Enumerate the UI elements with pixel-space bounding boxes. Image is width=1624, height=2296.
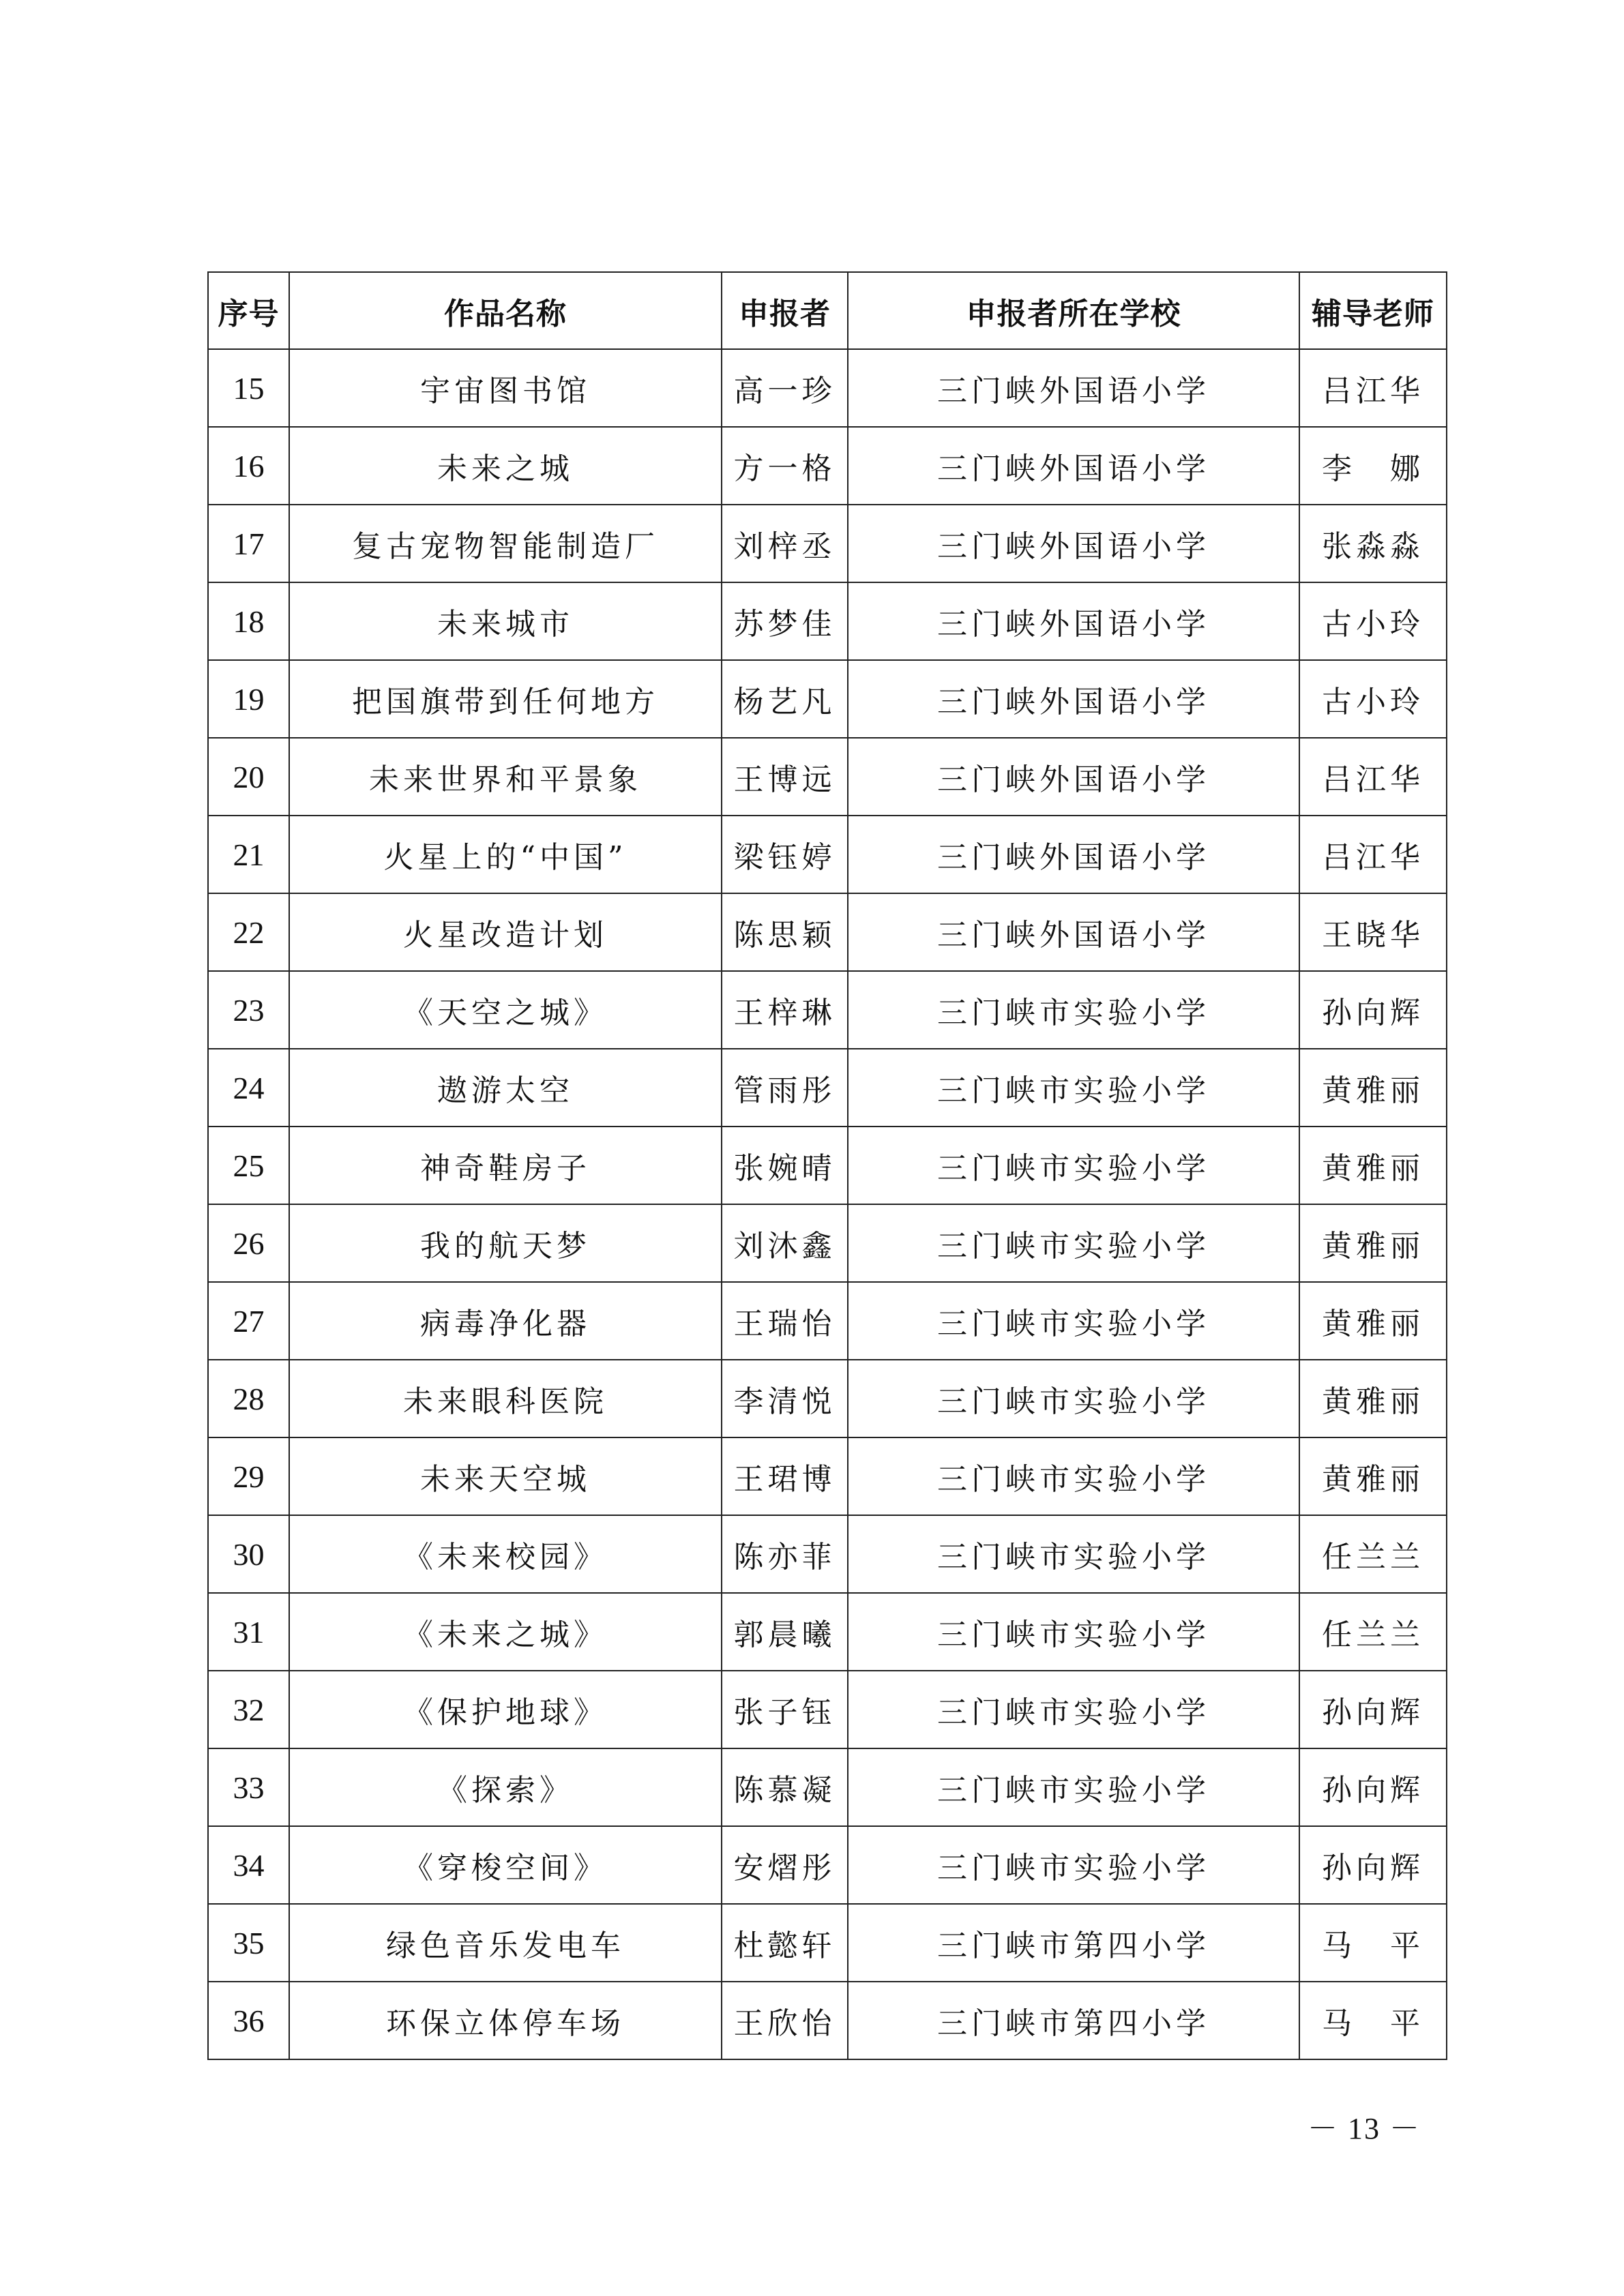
header-seq: 序号 [208, 272, 289, 349]
cell-teacher: 吕江华 [1299, 349, 1447, 427]
cell-teacher: 李 娜 [1299, 427, 1447, 505]
table-row [208, 1360, 1447, 1437]
cell-school: 三门峡外国语小学 [848, 582, 1299, 660]
cell-teacher: 吕江华 [1299, 816, 1447, 893]
cell-title: 绿色音乐发电车 [289, 1904, 722, 1982]
cell-school: 三门峡市实验小学 [848, 971, 1299, 1049]
cell-seq: 28 [208, 1360, 289, 1437]
cell-author: 安熠彤 [722, 1826, 848, 1904]
table-row [208, 1049, 1447, 1127]
cell-author: 王欣怡 [722, 1982, 848, 2059]
cell-teacher: 张淼淼 [1299, 505, 1447, 582]
cell-school: 三门峡市实验小学 [848, 1671, 1299, 1748]
cell-seq: 26 [208, 1204, 289, 1282]
cell-teacher: 马 平 [1299, 1982, 1447, 2059]
cell-teacher: 古小玲 [1299, 582, 1447, 660]
cell-seq: 30 [208, 1515, 289, 1593]
cell-title: 未来眼科医院 [289, 1360, 722, 1437]
cell-teacher: 孙向辉 [1299, 1826, 1447, 1904]
cell-school: 三门峡市实验小学 [848, 1593, 1299, 1671]
cell-title: 火星上的“中国” [289, 816, 722, 893]
cell-author: 杜懿轩 [722, 1904, 848, 1982]
table-row [208, 1826, 1447, 1904]
table-row [208, 1904, 1447, 1982]
cell-seq: 20 [208, 738, 289, 816]
cell-school: 三门峡外国语小学 [848, 893, 1299, 971]
table-row [208, 1515, 1447, 1593]
header-title: 作品名称 [289, 272, 722, 349]
cell-author: 王博远 [722, 738, 848, 816]
cell-author: 陈慕凝 [722, 1748, 848, 1826]
cell-school: 三门峡市实验小学 [848, 1127, 1299, 1204]
cell-school: 三门峡外国语小学 [848, 427, 1299, 505]
cell-seq: 21 [208, 816, 289, 893]
cell-teacher: 吕江华 [1299, 738, 1447, 816]
cell-school: 三门峡市实验小学 [848, 1826, 1299, 1904]
page-number: － 13 － [1308, 2112, 1421, 2145]
table-row [208, 893, 1447, 971]
table-row [208, 1593, 1447, 1671]
cell-seq: 16 [208, 427, 289, 505]
cell-title: 未来世界和平景象 [289, 738, 722, 816]
cell-title: 《穿梭空间》 [289, 1826, 722, 1904]
cell-title: 《未来校园》 [289, 1515, 722, 1593]
cell-school: 三门峡市实验小学 [848, 1748, 1299, 1826]
table-row [208, 505, 1447, 582]
cell-author: 陈思颖 [722, 893, 848, 971]
cell-school: 三门峡市实验小学 [848, 1360, 1299, 1437]
cell-author: 王瑞怡 [722, 1282, 848, 1360]
award-table [207, 271, 1447, 2060]
cell-teacher: 古小玲 [1299, 660, 1447, 738]
table-row [208, 660, 1447, 738]
cell-author: 王珺博 [722, 1437, 848, 1515]
cell-author: 李清悦 [722, 1360, 848, 1437]
cell-title: 未来城市 [289, 582, 722, 660]
cell-author: 刘沐鑫 [722, 1204, 848, 1282]
table-row [208, 427, 1447, 505]
cell-seq: 19 [208, 660, 289, 738]
cell-seq: 24 [208, 1049, 289, 1127]
cell-author: 张婉晴 [722, 1127, 848, 1204]
table-row [208, 349, 1447, 427]
table-row [208, 1982, 1447, 2059]
cell-school: 三门峡市实验小学 [848, 1515, 1299, 1593]
cell-title: 《未来之城》 [289, 1593, 722, 1671]
cell-school: 三门峡市第四小学 [848, 1982, 1299, 2059]
cell-title: 未来之城 [289, 427, 722, 505]
cell-title: 把国旗带到任何地方 [289, 660, 722, 738]
table-row [208, 1437, 1447, 1515]
cell-seq: 33 [208, 1748, 289, 1826]
table-row [208, 1127, 1447, 1204]
cell-teacher: 黄雅丽 [1299, 1360, 1447, 1437]
cell-title: 神奇鞋房子 [289, 1127, 722, 1204]
cell-school: 三门峡外国语小学 [848, 660, 1299, 738]
table-row [208, 1671, 1447, 1748]
cell-author: 高一珍 [722, 349, 848, 427]
cell-seq: 29 [208, 1437, 289, 1515]
table-row [208, 738, 1447, 816]
cell-title: 我的航天梦 [289, 1204, 722, 1282]
cell-school: 三门峡市实验小学 [848, 1049, 1299, 1127]
cell-teacher: 任兰兰 [1299, 1515, 1447, 1593]
cell-author: 郭晨曦 [722, 1593, 848, 1671]
cell-title: 未来天空城 [289, 1437, 722, 1515]
cell-school: 三门峡外国语小学 [848, 816, 1299, 893]
cell-seq: 15 [208, 349, 289, 427]
cell-teacher: 孙向辉 [1299, 1671, 1447, 1748]
cell-teacher: 任兰兰 [1299, 1593, 1447, 1671]
cell-title: 火星改造计划 [289, 893, 722, 971]
table-header-row [208, 272, 1447, 349]
cell-author: 陈亦菲 [722, 1515, 848, 1593]
cell-school: 三门峡市第四小学 [848, 1904, 1299, 1982]
header-teacher: 辅导老师 [1299, 272, 1447, 349]
cell-seq: 25 [208, 1127, 289, 1204]
cell-teacher: 黄雅丽 [1299, 1049, 1447, 1127]
cell-teacher: 黄雅丽 [1299, 1127, 1447, 1204]
cell-school: 三门峡市实验小学 [848, 1204, 1299, 1282]
cell-title: 《探索》 [289, 1748, 722, 1826]
cell-author: 方一格 [722, 427, 848, 505]
cell-teacher: 王晓华 [1299, 893, 1447, 971]
cell-author: 梁钰婷 [722, 816, 848, 893]
cell-seq: 18 [208, 582, 289, 660]
cell-title: 病毒净化器 [289, 1282, 722, 1360]
cell-school: 三门峡市实验小学 [848, 1282, 1299, 1360]
cell-seq: 32 [208, 1671, 289, 1748]
cell-author: 管雨彤 [722, 1049, 848, 1127]
table-row [208, 1204, 1447, 1282]
cell-seq: 35 [208, 1904, 289, 1982]
table-row [208, 1282, 1447, 1360]
table-row [208, 816, 1447, 893]
cell-seq: 22 [208, 893, 289, 971]
cell-seq: 34 [208, 1826, 289, 1904]
cell-teacher: 黄雅丽 [1299, 1204, 1447, 1282]
header-author: 申报者 [722, 272, 848, 349]
cell-seq: 36 [208, 1982, 289, 2059]
cell-author: 刘梓丞 [722, 505, 848, 582]
cell-seq: 23 [208, 971, 289, 1049]
cell-teacher: 孙向辉 [1299, 971, 1447, 1049]
header-school: 申报者所在学校 [848, 272, 1299, 349]
cell-seq: 27 [208, 1282, 289, 1360]
cell-school: 三门峡外国语小学 [848, 505, 1299, 582]
cell-author: 张子钰 [722, 1671, 848, 1748]
cell-title: 环保立体停车场 [289, 1982, 722, 2059]
cell-title: 复古宠物智能制造厂 [289, 505, 722, 582]
cell-title: 《保护地球》 [289, 1671, 722, 1748]
cell-author: 王梓琳 [722, 971, 848, 1049]
table-body [208, 349, 1447, 2059]
cell-author: 杨艺凡 [722, 660, 848, 738]
cell-teacher: 黄雅丽 [1299, 1282, 1447, 1360]
cell-school: 三门峡外国语小学 [848, 349, 1299, 427]
cell-teacher: 黄雅丽 [1299, 1437, 1447, 1515]
table-row [208, 971, 1447, 1049]
cell-author: 苏梦佳 [722, 582, 848, 660]
cell-school: 三门峡市实验小学 [848, 1437, 1299, 1515]
cell-seq: 31 [208, 1593, 289, 1671]
cell-seq: 17 [208, 505, 289, 582]
cell-title: 遨游太空 [289, 1049, 722, 1127]
table-row [208, 1748, 1447, 1826]
cell-title: 宇宙图书馆 [289, 349, 722, 427]
cell-title: 《天空之城》 [289, 971, 722, 1049]
cell-teacher: 孙向辉 [1299, 1748, 1447, 1826]
cell-school: 三门峡外国语小学 [848, 738, 1299, 816]
cell-teacher: 马 平 [1299, 1904, 1447, 1982]
table-row [208, 582, 1447, 660]
